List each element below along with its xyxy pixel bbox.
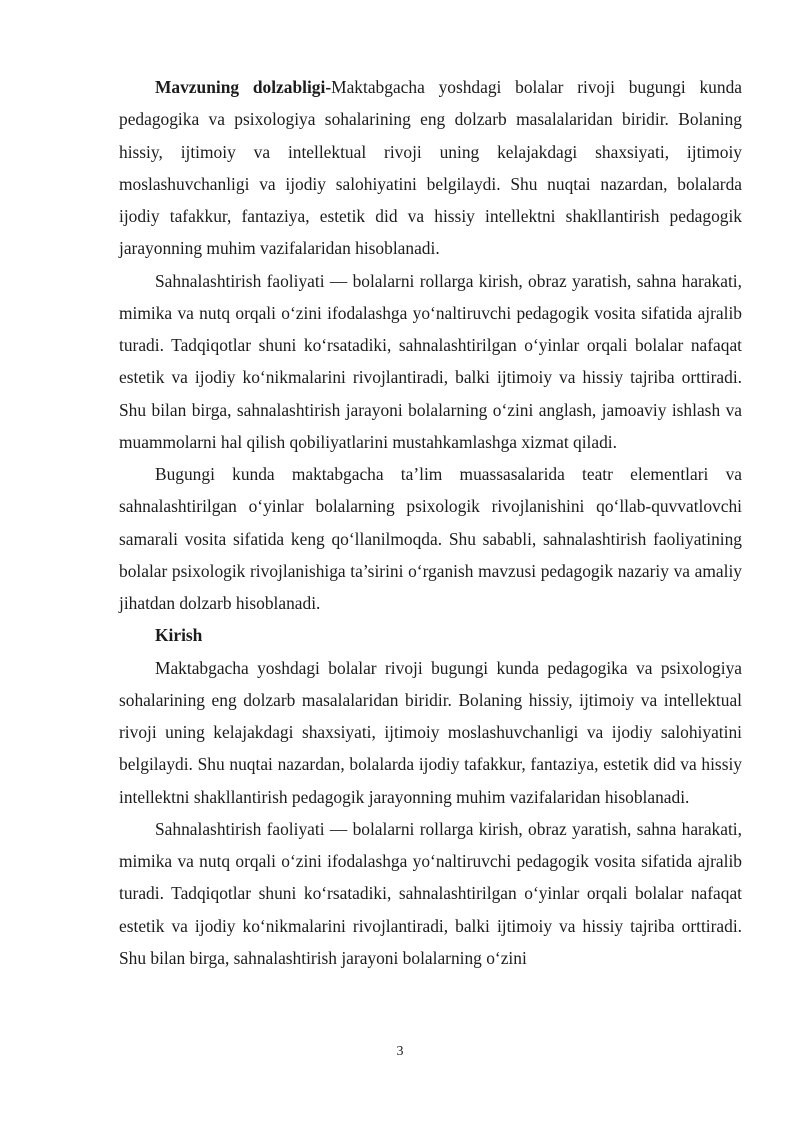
paragraph-relevance bbox=[119, 71, 742, 265]
page-number: 3 bbox=[396, 1044, 404, 1059]
paragraph-lead: Mavzuning dolzabligi- bbox=[155, 77, 332, 97]
paragraph-text: Maktabgacha yoshdagi bolalar rivoji bugungi kunda pedagogika va psixologiya sohalarining eng dolzarb masalalaridan biridir. Bolaning hissiy, ijtimoiy va intellektual rivoji uning kelajakdagi shaxsiyati, ijtimoiy moslashuvchanligi va ijodiy salohiyatini belgilaydi. Shu nuqtai nazardan, bolalarda ijodiy tafakkur, fantaziya, estetik did va hissiy intellektni shakllantirish pedagogik jarayonning muhim vazifalaridan hisoblanadi. bbox=[119, 77, 742, 259]
paragraph: Sahnalashtirish faoliyati — bolalarni rollarga kirish, obraz yaratish, sahna harakati, mimika va nutq orqali oʻzini ifodalashga yoʻnaltiruvchi pedagogik vosita sifatida ajralib turadi. Tadqiqotlar shuni koʻrsatadiki, sahnalashtirilgan oʻyinlar orqali bolalar nafaqat estetik va ijodiy koʻnikmalarini rivojlantiradi, balki ijtimoiy va hissiy tajriba orttiradi. Shu bilan birga, sahnalashtirish jarayoni bolalarning oʻzini bbox=[119, 818, 742, 968]
document-body bbox=[119, 71, 742, 974]
paragraph: Sahnalashtirish faoliyati — bolalarni rollarga kirish, obraz yaratish, sahna harakati, mimika va nutq orqali oʻzini ifodalashga yoʻnaltiruvchi pedagogik vosita sifatida ajralib turadi. Tadqiqotlar shuni koʻrsatadiki, sahnalashtirilgan oʻyinlar orqali bolalar nafaqat estetik va ijodiy koʻnikmalarini rivojlantiradi, balki ijtimoiy va hissiy tajriba orttiradi. Shu bilan birga, sahnalashtirish jarayoni bolalarning oʻzini anglash, jamoaviy ishlash va muammolarni hal qilish qobiliyatlarini mustahkamlashga xizmat qiladi. bbox=[119, 270, 742, 452]
paragraph: Bugungi kunda maktabgacha ta’lim muassasalarida teatr elementlari va sahnalashtirilgan oʻyinlar bolalarning psixologik rivojlanishini qoʻllab-quvvatlovchi samarali vosita sifatida keng qoʻllanilmoqda. Shu sababli, sahnalashtirish faoliyatining bolalar psixologik rivojlanishiga ta’sirini oʻrganish mavzusi pedagogik nazariy va amaliy jihatdan dolzarb hisoblanadi. bbox=[119, 464, 742, 613]
paragraph: Maktabgacha yoshdagi bolalar rivoji bugungi kunda pedagogika va psixologiya sohalarining eng dolzarb masalalaridan biridir. Bolaning hissiy, ijtimoiy va intellektual rivoji uning kelajakdagi shaxsiyati, ijtimoiy moslashuvchanligi va ijodiy salohiyatini belgilaydi. Shu nuqtai nazardan, bolalarda ijodiy tafakkur, fantaziya, estetik did va hissiy intellektni shakllantirish pedagogik jarayonning muhim vazifalaridan hisoblanadi. bbox=[119, 657, 742, 807]
section-heading: Kirish bbox=[155, 625, 203, 646]
